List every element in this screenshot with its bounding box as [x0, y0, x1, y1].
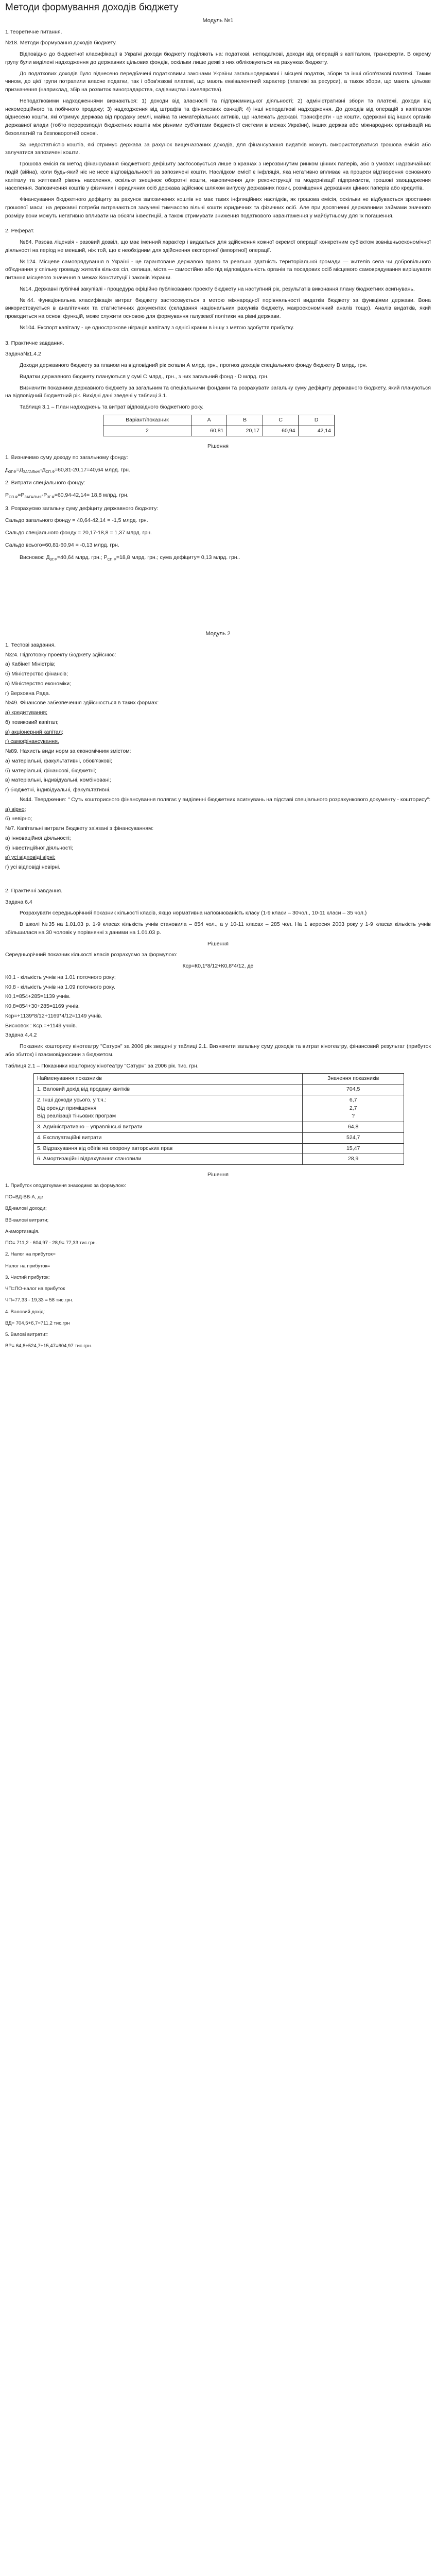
formula-part: -Д	[40, 466, 46, 473]
m2-task64-text: Розрахувати середньорічний показник кількості класів, якщо нормативна наповнюваність класу (1-9 класи – 30чол., 10-11 класи – 35 чол.)	[20, 910, 367, 917]
m2-sol2-line: А-амортизація.	[5, 1228, 40, 1234]
m2-sol2-line: 5. Валові витрати=	[5, 1332, 48, 1338]
table-header-row	[103, 415, 335, 426]
m1-sol3-title: 3. Розрахуємо загальну суму дефіциту державного бюджету:	[5, 505, 159, 512]
m2-q89-title: №89. Нахисть види норм за економічним змістом:	[5, 748, 131, 755]
formula-sub: ЗГ.Ф	[47, 496, 55, 500]
correct-answer: в) усі відповіді вірні;	[5, 854, 56, 861]
table-cell: 15,47	[303, 1143, 404, 1154]
m1-sol3-line: Сальдо спеціального фонду = 20,17-18,8 = 1,37 млрд. грн.	[5, 530, 152, 536]
m2-sol2-line: 2. Налог на прибуток=	[5, 1251, 56, 1258]
m2-sol-line: К0,1=854+285=1139 учнів.	[5, 993, 71, 1000]
table-cell: 20,17	[227, 426, 263, 436]
table-cell: 64,8	[303, 1122, 404, 1133]
m1-section2-title: 2. Реферат.	[5, 228, 34, 234]
correct-answer: г) самофінансування.	[5, 738, 59, 745]
m1-task-title: Задача№1.4.2	[5, 351, 41, 358]
m2-sol2-line: 4. Валовий дохід:	[5, 1309, 45, 1315]
m2-q89-option: а) матеріальні, факультативні, обов'язкові;	[5, 757, 112, 764]
formula-sub: ЗГ.Ф	[9, 470, 16, 474]
m2-section1-title: 1. Тестові завдання.	[5, 641, 56, 648]
formula-part: Д	[5, 466, 9, 473]
m2-q49-option	[5, 709, 431, 717]
m2-q44-option	[5, 806, 431, 814]
table-row	[34, 1143, 404, 1154]
m2-sol-line: Висновок : Кср.=+1149 учнів.	[5, 1022, 77, 1029]
m2-section2-title: 2. Практичні завдання.	[5, 887, 63, 894]
m1-section3-title: 3. Практичне завдання.	[5, 340, 64, 346]
m1-q18-paragraph: Фінансування бюджетного дефіциту за рахунок запозичених коштів не має таких інфляційних наслідків, як грошова емісія, оскільки не відбувається зростання грошової маси: на державні потреби витрачаються залучені тимчасово вільні кошти юридичних та фізичних осіб. Але при досягненні державними займами значного розміру вони можуть негативно впливати на обсяги інвестицій, а також стримувати зниження податкового навантаження у майбутньому для їх погашення.	[5, 196, 431, 219]
table-header-cell: D	[299, 415, 335, 426]
m2-sol2-line: ВВ-валові витрати;	[5, 1217, 49, 1223]
table-cell: 60,81	[191, 426, 227, 436]
m1-q104: №104. Експорт капіталу - це однострокове ніграція капіталу з однієї країни в іншу з метою здобуття прибутку.	[20, 324, 294, 331]
formula-sub: СП.Ф	[9, 496, 18, 500]
m1-q124: №124. Місцеве самоврядування в Україні - це гарантоване державою право та реальна здатність територіальної громади — жителів села чи добровільного об'єднання у спільну громаду жителів кількох сіл, селища, міста — самостійно або під відповідальність органів та посадових осіб місцевого самоврядування вирішувати питання місцевого значення в межах Конституції і законів України.	[5, 258, 431, 281]
table-cell: 4. Експлуатаційні витрати	[34, 1132, 303, 1143]
m1-solution	[5, 454, 431, 563]
table-cell-line: Від оренди приміщення	[37, 1105, 97, 1111]
m2-sol2-line: ЧП=ПО-налог на прибуток	[5, 1286, 65, 1292]
table-header-cell: Варіант/показник	[103, 415, 191, 426]
table-header-cell: Значення показників	[303, 1074, 404, 1084]
m2-q7-option	[5, 854, 431, 862]
m2-q89-option: г) бюджетні, індивідуальні, факультативні.	[5, 787, 111, 793]
m2-task442-text: Показник кошторису кінотеатру "Сатурн" за 2006 рік зведені у таблиці 2.1. Визначити загальну суму доходів та витрат кінотеатру, фінансовий результат (прибуток або збиток) і взаємовідносини з бюджетом.	[5, 1043, 431, 1058]
m2-q24-option: в) Міністерство економіки;	[5, 680, 72, 687]
table-cell	[303, 1095, 404, 1122]
module2-heading: Модуль 2	[205, 631, 231, 637]
formula-part: =40,64 млрд. грн.; Р	[57, 554, 108, 561]
m1-q44: №44. Функціональна класифікація витрат бюджету застосовується з метою міжнародної порівняльності видатків бюджету за функціями держави. Вона використовується в аналітичних та статистичних документах (складання національних рахунків бюджету, макроекономічний аналіз тощо). Аналіз видатків, який проводиться на основі функцій, може служити основою для формування галузевої політики на рівні держави.	[5, 297, 431, 319]
formula-part: Р	[5, 492, 9, 499]
table-cell	[34, 1095, 303, 1122]
table-cell-line: 6,7	[349, 1096, 357, 1103]
table-cell-line: 2,7	[349, 1105, 357, 1111]
formula-part: =60,94-42,14= 18,8 млрд. грн.	[54, 492, 129, 499]
m2-solution-heading: Рішення	[207, 940, 229, 947]
table-row	[34, 1122, 404, 1133]
m1-sol2-title: 2. Витрати спеціального фонду:	[5, 480, 85, 486]
table-cell: 1. Валовий дохід від продажу квитків	[34, 1084, 303, 1095]
table-cell: 5. Відрахування від обігів на охорону авторських прав	[34, 1143, 303, 1154]
table-row	[34, 1095, 404, 1122]
m2-sol2-line: ПО= 711,2 - 604,97 - 28,9= 77,33 тис.грн.	[5, 1240, 97, 1246]
m2-sol-line: К0,1 - кількість учнів на 1.01 поточного року;	[5, 974, 116, 980]
m1-task-text: Доходи державного бюджету за планом на відповідний рік склали А млрд. грн., прогноз доходів спеціального фонду бюджету В млрд. грн.	[20, 362, 368, 368]
table-header-cell: В	[227, 415, 263, 426]
m1-q18-paragraph: Відповідно до бюджетної класифікації в Україні доходи бюджету поділяють на: податкові, неподаткові, доходи від операцій з капіталом, трансферти. В окрему групу були виділені надходження до державних цільових фондів, оскільки лише деякі з них обліковуються на рахунках бюджету.	[5, 51, 431, 65]
m2-solution2-heading: Рішення	[207, 1172, 229, 1178]
m2-q7-option: а) інноваційної діяльності;	[5, 835, 71, 841]
formula-part: =18,8 млрд. грн.; сума дефіциту= 0,13 млрд. грн..	[116, 554, 240, 561]
formula-part: -Р	[41, 492, 47, 499]
table-cell: 42,14	[299, 426, 335, 436]
m2-task64-title: Задача 6.4	[5, 899, 32, 905]
formula-sub: СП.Ф	[45, 470, 55, 474]
table-cell: 704,5	[303, 1084, 404, 1095]
table-cell: 2	[103, 426, 191, 436]
m1-q18-paragraph: До податкових доходів було віднесено передбачені податковими законами України загальнодержавні і місцеві податки, збори та інші обов'язкові платежі. Таким чином, до цієї групи потрапили власне податки, так і обов'язкові платежі, що мають еквівалентний характер (платежі за ресурси), а також збори, що мають цільове призначення (наприклад, збір на розвиток виноградарства, садівництва і хмелярства).	[5, 70, 431, 93]
m1-task-text: Визначити показники державного бюджету за загальним та спеціальними фондами та розрахувати загальну суму дефіциту державного бюджету, який плануються на відповідний бюджетний рік. Вихідні дані зведені у таблиці 3.1.	[5, 384, 431, 399]
table-row	[34, 1132, 404, 1143]
m1-q84: №84. Разова ліцензія - разовий дозвіл, що має іменний характер і видається для здійснення кожної окремої операції конкретним суб'єктом зовнішньоекономічної діяльності на період не менший, ніж той, що є необхідним для здійснення експортної (імпортної) операції.	[5, 239, 431, 253]
document-title: Методи формування доходів бюджету	[5, 2, 179, 13]
m2-sol-line: К0,8 - кількість учнів на 1.09 поточного року.	[5, 984, 115, 990]
m2-task442-title: Задача 4.4.2	[5, 1032, 37, 1039]
m2-sol2-line: Налог на прибуток=	[5, 1263, 50, 1269]
table-row	[34, 1084, 404, 1095]
table-cell-line: ?	[352, 1113, 355, 1120]
formula-sub: ЗАГАЛЬНІ	[24, 496, 42, 500]
m1-plan-table	[103, 415, 335, 437]
formula-sub: СП.Ф	[107, 557, 116, 562]
m2-q89-option: б) матеріальні, фінансові, бюджетні;	[5, 767, 96, 774]
table-cell: 6. Амортизаційні відрахування становили	[34, 1154, 303, 1165]
m1-q14: №14. Державні публічні закупівлі - процедура офіційно публікованих проекту бюджету на наступний рік, результатів виконання плану бюджетних асигнувань.	[20, 285, 415, 292]
m1-task-text: Видатки державного бюджету плануються у сумі С млрд., грн., з них загальний фонд - D млрд. грн.	[20, 373, 269, 380]
m2-q24-title: №24. Підготовку проекту бюджету здійснює:	[5, 651, 116, 658]
correct-answer: в) акціонерний капітал;	[5, 728, 63, 735]
m2-q24-option: а) Кабінет Міністрів;	[5, 661, 56, 668]
formula-part: =Р	[18, 492, 25, 499]
m2-solution2	[5, 1182, 431, 1350]
m1-sol1-title: 1. Визначимо суму доходу по загальному фонду:	[5, 454, 128, 461]
m1-sol3-line: Сальдо загального фонду = 40,64-42,14 = -1,5 млрд. грн.	[5, 517, 148, 524]
m2-q7-option: б) інвестиційної діяльності;	[5, 844, 74, 851]
table-cell: 60,94	[263, 426, 299, 436]
m1-sol3-line: Сальдо всього=60,81-60,94 = -0,13 млрд. грн.	[5, 541, 119, 548]
module1-heading: Модуль №1	[202, 18, 234, 24]
m2-q44-option: б) невірно;	[5, 816, 32, 822]
m2-sol2-line: ВД-валові доходи;	[5, 1206, 47, 1212]
m2-sol2-line: ПО=ВД-ВВ-А, де	[5, 1194, 43, 1200]
table-header-cell: Найменування показників	[34, 1074, 303, 1084]
m2-q24-option: г) Верховна Рада.	[5, 690, 50, 697]
m2-q24-option: б) Міністерство фінансів;	[5, 671, 68, 677]
formula-sub: ЗГ.Ф	[49, 557, 58, 562]
m2-sol2-line: ВД= 704,5+6,7=711,2 тис.грн	[5, 1320, 70, 1326]
m2-sol-line: Кср=+1139*8/12+1169*4/12=1149 учнів.	[5, 1012, 102, 1019]
table-row	[103, 426, 335, 436]
formula-part: =Д	[16, 466, 23, 473]
formula-sub: ЗАГАЛЬНІ	[23, 470, 41, 474]
m2-q49-title: №49. Фінансове забезпечення здійснюється в таких формах:	[5, 700, 159, 706]
m1-q18-paragraph: Грошова емісія як метод фінансування бюджетного дефіциту застосовується лише в країнах з нерозвинутим ринком цінних паперів, або в умовах надзвичайних подій (війна), коли будь-який ніс не несе відповідальності за запозичені кошти. Наслідком емісії є інфляція, яка негативно впливає на процеси відтворення основного капіталу та життєвий рівень населення, оскільки знецінює оборотні кошти, накопичення для реконструкції та модернізації підприємств, грошові заощадження населення. Запозичення коштів у фізичних і юридичних осіб держава здійснює шляхом випуску державних позик, розміщення державних цінних паперів або кредитів.	[5, 161, 431, 192]
table-row	[34, 1154, 404, 1165]
m2-task64-text: В школі №35 на 1.01.03 р. 1-9 класах кількість учнів становила – 854 чол., а у 10-11 класах – 285 чол. На 1 вересня 2003 року у 1-9 класах кількість учнів збільшилася на 30 чоловік у порівнянні з даними на 1.01.03 р.	[5, 921, 431, 936]
m1-sol2-formula	[5, 492, 431, 501]
table-header-cell: А	[191, 415, 227, 426]
formula-part: =60,81-20,17=40,64 млрд. грн.	[55, 466, 130, 473]
table-header-cell: С	[263, 415, 299, 426]
m2-sol-formula: Кср=К0,1*8/12+К0,8*4/12, де	[182, 963, 254, 970]
m1-q18-paragraph: Неподатковими надходженнями визнаються: 1) доходи від власності та підприємницької діяльності; 2) адміністративні збори та платежі, доходи від некомерційного та побічного продажу; 3) надходження від штрафів та фінансових санкцій; 4) інші неподаткові надходження. До доходів від операцій з капіталом віднесено кошти, які отримує держава від продажу землі, майна та нематеріальних активів, що належать державі. Трансферти - це кошти, одержані від інших органів державної влади (тобто перерозподіл бюджетних коштів між різними суб'єктами бюджетної системи в межах України), інших держав або міжнародних організацій на безоплатній та безповоротній основі.	[5, 97, 431, 137]
m2-q7-option: г) усі відповіді невірні.	[5, 864, 61, 871]
m2-sol-intro: Середньорічний показник кількості класів розрахуємо за формулою:	[5, 952, 178, 958]
m2-tests	[5, 641, 431, 872]
correct-answer: а) вірно;	[5, 806, 26, 812]
m2-q49-option	[5, 728, 431, 737]
table-cell: 28,9	[303, 1154, 404, 1165]
table-cell: 3. Адміністративно – управлінські витрати	[34, 1122, 303, 1133]
table-cell: 524,7	[303, 1132, 404, 1143]
correct-answer: а) кредитування;	[5, 709, 47, 716]
m2-sol-line: К0,8=854+30+285=1169 учнів.	[5, 1003, 80, 1010]
m2-q49-option	[5, 738, 431, 746]
m1-q18-paragraph: За недостатністю коштів, які отримує держава за рахунок вищеназваних доходів, для фінансування видатків можуть використовуватися грошова емісія або залучатися запозичені кошти.	[5, 141, 431, 156]
m2-sol2-line: ЧП=77,33 - 19,33 = 58 тис.грн.	[5, 1297, 74, 1303]
m2-budget-table	[33, 1073, 404, 1165]
m1-table-caption: Таблиця 3.1 – План надходжень та витрат відповідного бюджетного року.	[20, 404, 204, 410]
table-header-row	[34, 1074, 404, 1084]
m2-q49-option: б) позиковий капітал;	[5, 719, 59, 725]
m2-sol2-line: ВР= 64,8+524,7+15,47=604,97 тис.грн.	[5, 1343, 92, 1349]
m1-q18-title: №18. Методи формування доходів бюджету.	[5, 40, 117, 46]
formula-part: Висновок: Д	[20, 554, 50, 561]
m2-q89-option: в) матеріальні, індивідуальні, комбіновані;	[5, 777, 111, 784]
table-cell-line: Від реалізації тіньових програм	[37, 1113, 116, 1120]
m2-sol2-line: 1. Прибуток оподаткування знаходимо за формулою:	[5, 1182, 126, 1189]
table-cell-line: 2. Інші доходи усього, у т.ч.:	[37, 1096, 107, 1103]
m1-sol1-formula	[5, 466, 431, 476]
m1-sol3-conclusion	[5, 554, 431, 563]
m1-section1-title: 1.Теоретичне питання.	[5, 28, 62, 35]
m2-table2-caption: Таблиця 2.1 – Показники кошторису кінотеатру "Сатурн" за 2006 рік. тис. грн.	[5, 1062, 199, 1069]
m2-q7-title: №7. Капітальні витрати бюджету за'язані з фінансуванням:	[5, 825, 154, 832]
m2-sol2-line: 3. Чистий прибуток:	[5, 1274, 50, 1280]
m2-sol-lines	[5, 974, 431, 1030]
m1-solution-heading: Рішення	[207, 443, 229, 450]
m2-q44-text: №44. Твердження: " Суть кошторисного фінансування полягає у виділенні бюджетних асигнувань на підставі спеціального розрахункового документу - кошторису":	[20, 796, 431, 803]
